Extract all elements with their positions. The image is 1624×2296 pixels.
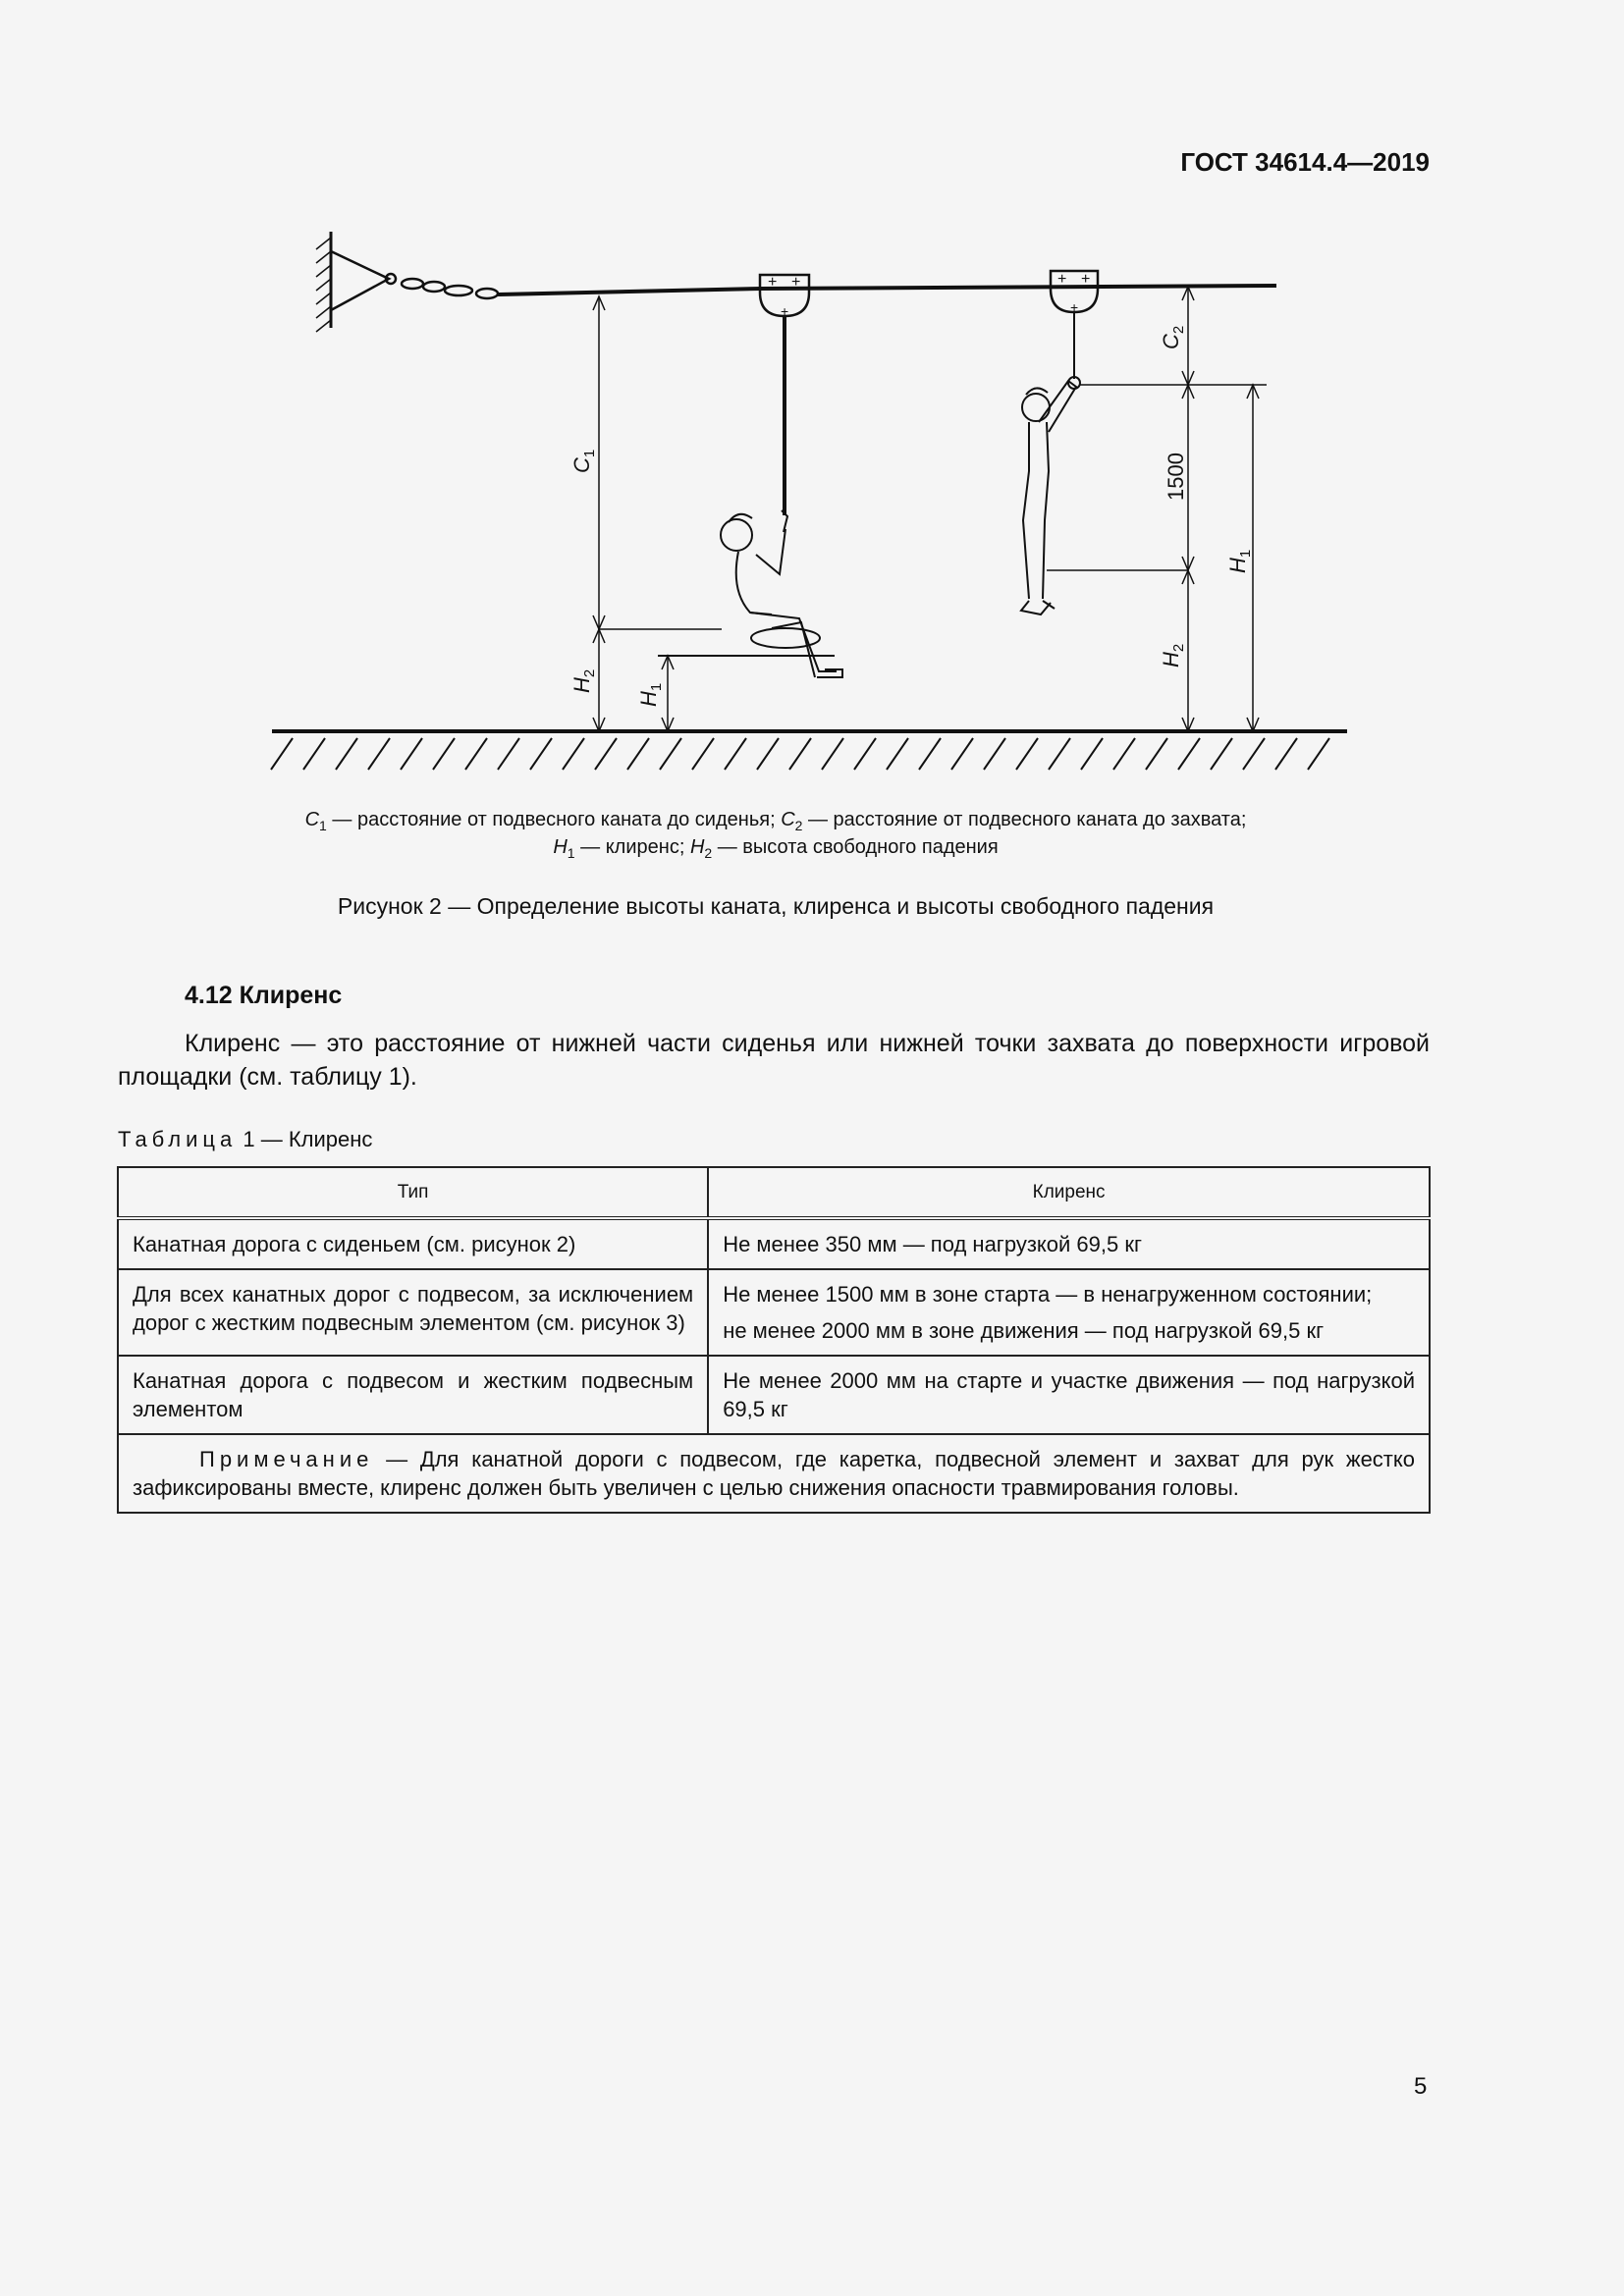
table-row (118, 1269, 1430, 1356)
page-number: 5 (1414, 2073, 1428, 2100)
cell-type: Канатная дорога с подвесом и жестким подвесным элементом (118, 1356, 708, 1434)
label-c2: $C_2$ (1159, 325, 1187, 349)
table-row (118, 1218, 1430, 1269)
hanging-person (1021, 377, 1080, 614)
dim-h1-seat (662, 656, 674, 731)
figure-legend-line-2: $H_1$ — клиренс; $H_2$ — высота свободного падения (553, 836, 999, 861)
chain-link (423, 282, 445, 292)
suspension-cable (497, 286, 1276, 294)
svg-text:+: + (791, 274, 801, 291)
cell-clearance (708, 1269, 1430, 1356)
figure-caption: Рисунок 2 — Определение высоты каната, клиренса и высоты свободного падения (337, 893, 1215, 919)
cell-type: Канатная дорога с сиденьем (см. рисунок 2) (118, 1218, 708, 1269)
clearance-line: Не менее 1500 мм в зоне старта — в ненагруженном состоянии; (723, 1282, 1373, 1307)
label-h2-left: $H_2$ (569, 668, 598, 693)
label-h2-right: $H_2$ (1159, 643, 1187, 667)
header-clearance: Клиренс (708, 1167, 1430, 1218)
svg-text:+: + (1070, 299, 1079, 315)
anchor-bracket (331, 251, 389, 310)
cell-type: Для всех канатных дорог с подвесом, за исключением дорог с жестким подвесным элементом (см. рисунок 3) (118, 1269, 708, 1356)
figure-legend-line-1: $C_1$ — расстояние от подвесного каната до сиденья; $C_2$ — расстояние от подвесного каната до захвата; (304, 809, 1247, 833)
label-h1-left: $H_1$ (636, 682, 665, 707)
chain-link (476, 289, 498, 298)
svg-text:+: + (1081, 271, 1091, 288)
label-1500: 1500 (1164, 453, 1188, 501)
turnbuckle (445, 286, 472, 295)
cell-clearance: Не менее 350 мм — под нагрузкой 69,5 кг (708, 1218, 1430, 1269)
svg-text:+: + (768, 274, 778, 291)
clearance-table (117, 1166, 1431, 1514)
ground-hatching (271, 738, 1329, 770)
label-c1: $C_1$ (569, 449, 598, 473)
label-h1-right: $H_1$ (1225, 549, 1254, 573)
figure-2-diagram (0, 0, 1624, 805)
dim-right (1047, 287, 1267, 731)
header-type: Тип (118, 1167, 708, 1218)
table-row (118, 1356, 1430, 1434)
table-header-row (118, 1167, 1430, 1218)
table-note-row (118, 1434, 1430, 1513)
table-note: Примечание — Для канатной дороги с подвесом, где каретка, подвесной элемент и захват для рук жестко зафиксированы вместе, клиренс должен быть увеличен с целью снижения опасности травмирования головы. (118, 1434, 1430, 1513)
standard-header: ГОСТ 34614.4—2019 (1180, 147, 1430, 177)
svg-text:+: + (781, 303, 789, 319)
clearance-line: не менее 2000 мм в зоне движения — под нагрузкой 69,5 кг (723, 1318, 1325, 1343)
section-title: 4.12 Клиренс (185, 982, 343, 1009)
svg-text:+: + (1057, 271, 1067, 288)
chain-link (402, 279, 423, 289)
cell-clearance: Не менее 2000 мм на старте и участке движения — под нагрузкой 69,5 кг (708, 1356, 1430, 1434)
wall-hatching (316, 238, 331, 332)
section-paragraph: Клиренс — это расстояние от нижней части сиденья или нижней точки захвата до поверхности игровой площадки (см. таблицу 1). (118, 1030, 1430, 1091)
seated-person (721, 510, 842, 677)
dim-c1-h2 (593, 296, 722, 731)
table-caption: Таблица 1 — Клиренс (118, 1127, 373, 1151)
